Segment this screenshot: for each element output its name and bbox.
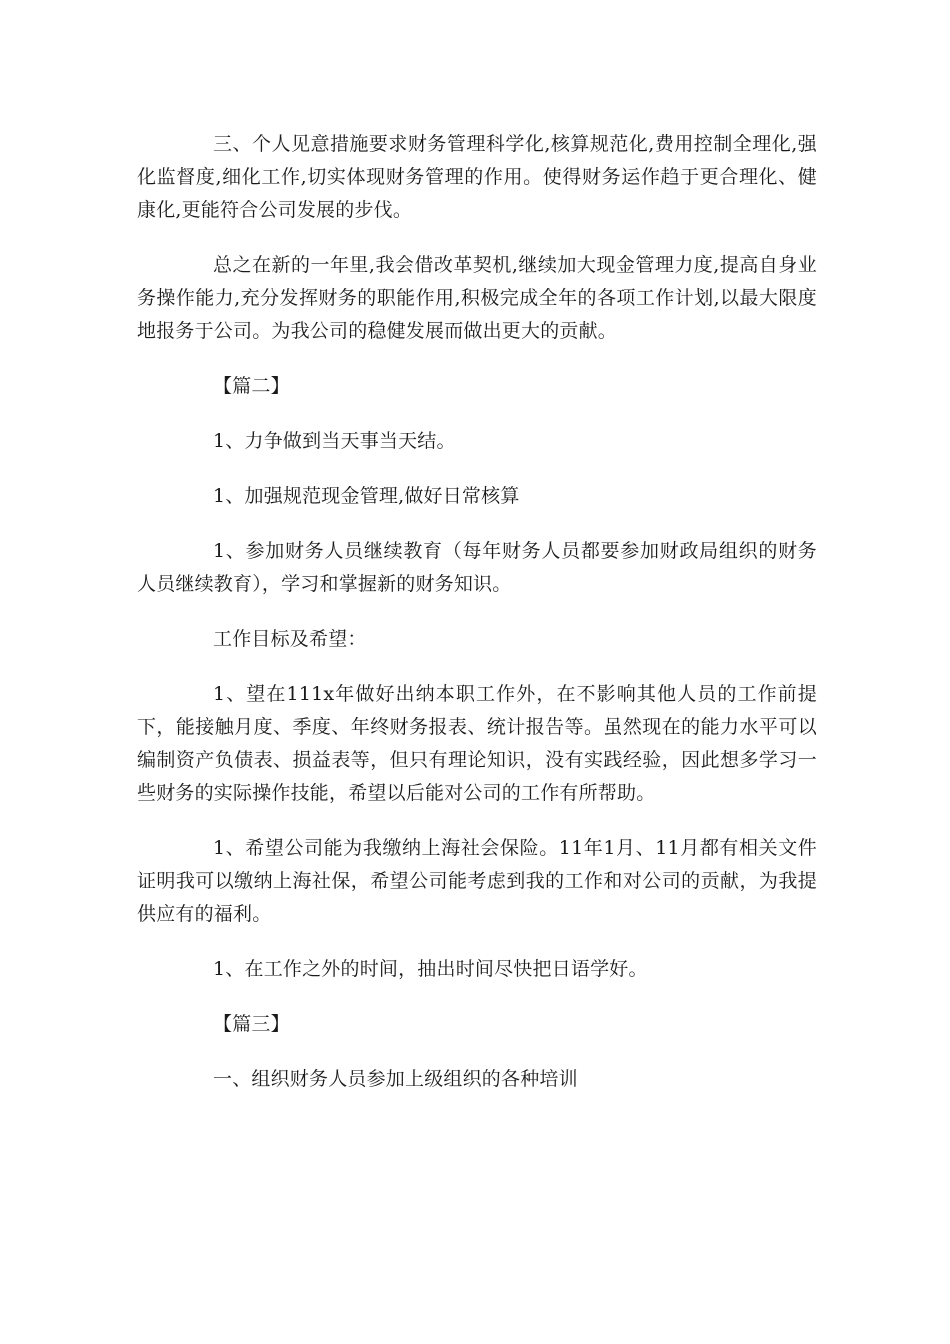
list-item-work-goals: 1、望在111x年做好出纳本职工作外，在不影响其他人员的工作前提下，能接触月度、季度、年终财务报表、统计报告等。虽然现在的能力水平可以编制资产负债表、损益表等，但只有理论知识，没有实践经验，因此想多学习一些财务的实际操作技能，希望以后能对公司的工作有所帮助。 [137,683,817,804]
list-item-training: 一、组织财务人员参加上级组织的各种培训 [213,1068,578,1090]
paragraph-summary: 总之在新的一年里,我会借改革契机,继续加大现金管理力度,提高自身业务操作能力,充分发挥财务的职能作用,积极完成全年的各项工作计划,以最大限度地报务于公司。为我公司的稳健发展而做出更大的贡献。 [137,254,817,342]
subheading-goals-and-hopes: 工作目标及希望： [213,628,367,650]
list-item-continuing-education: 1、参加财务人员继续教育（每年财务人员都要参加财政局组织的财务人员继续教育），学习和掌握新的财务知识。 [137,540,817,595]
list-item-daily-tasks: 1、力争做到当天事当天结。 [213,430,456,452]
section-heading-part-two: 【篇二】 [213,375,290,397]
list-item-learn-japanese: 1、在工作之外的时间，抽出时间尽快把日语学好。 [213,958,648,980]
list-item-cash-management: 1、加强规范现金管理,做好日常核算 [213,485,520,507]
document-page [137,128,817,1118]
paragraph-personal-suggestions: 三、个人见意措施要求财务管理科学化,核算规范化,费用控制全理化,强化监督度,细化工作,切实体现财务管理的作用。使得财务运作趋于更合理化、健康化,更能符合公司发展的步伐。 [137,133,817,221]
section-heading-part-three: 【篇三】 [213,1013,290,1035]
list-item-social-insurance: 1、希望公司能为我缴纳上海社会保险。11年1月、11月都有相关文件证明我可以缴纳上海社保，希望公司能考虑到我的工作和对公司的贡献，为我提供应有的福利。 [137,837,817,925]
